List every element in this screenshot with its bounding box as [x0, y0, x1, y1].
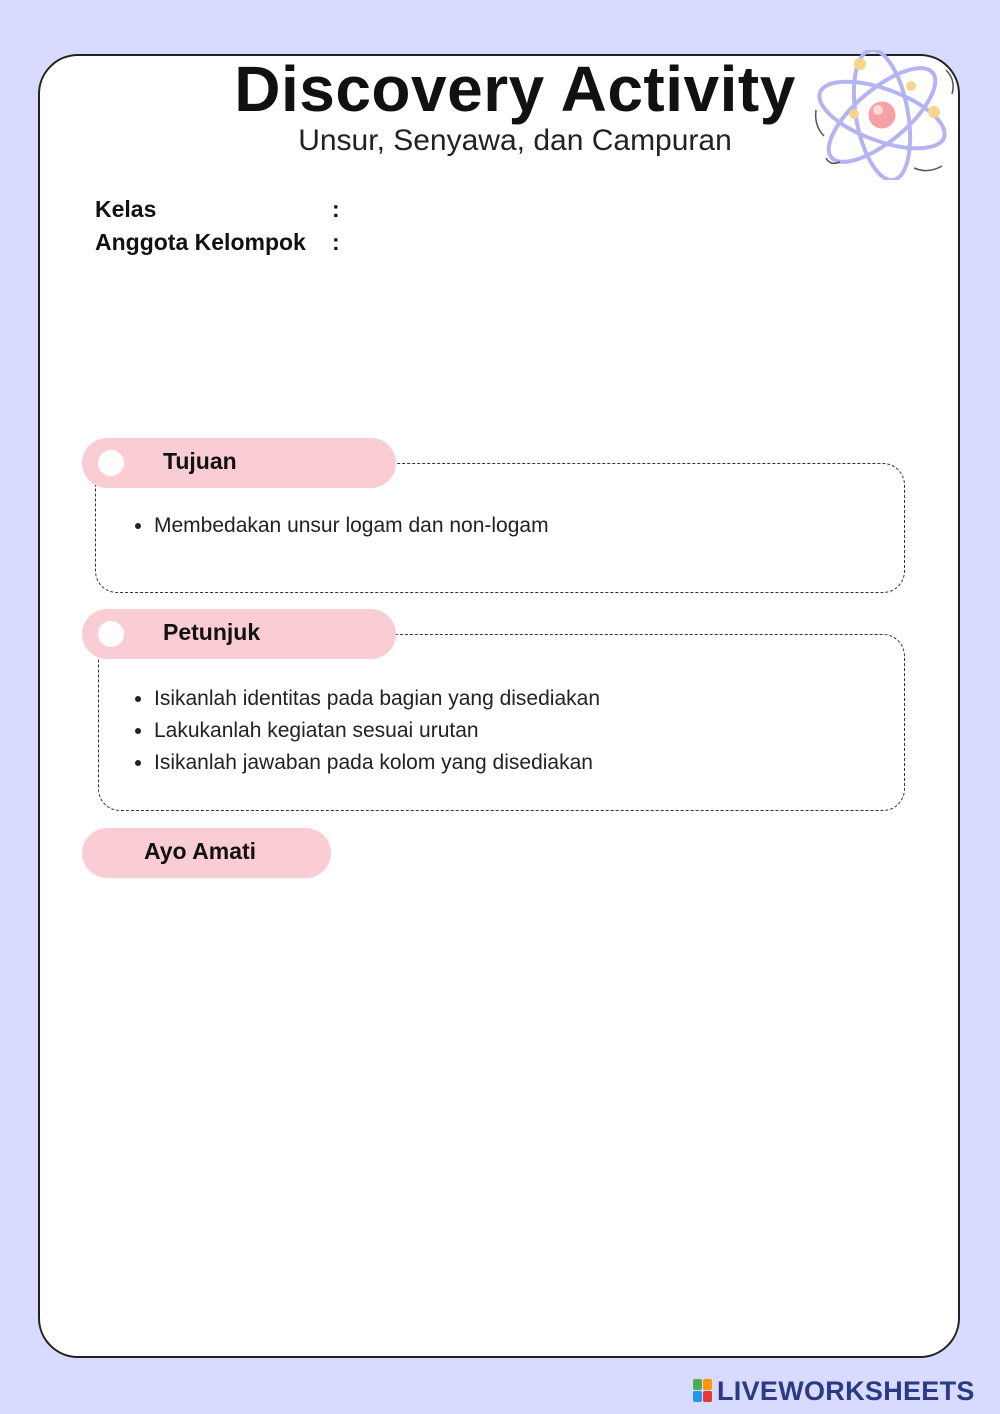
list-item: Isikanlah identitas pada bagian yang disediakan: [132, 683, 600, 715]
list-item: Isikanlah jawaban pada kolom yang disediakan: [132, 747, 600, 779]
list-item: Membedakan unsur logam dan non-logam: [132, 510, 549, 542]
tujuan-list: [132, 510, 549, 542]
page-subtitle: Unsur, Senyawa, dan Campuran: [298, 124, 732, 157]
list-item: Lakukanlah kegiatan sesuai urutan: [132, 715, 600, 747]
atom-icon: [810, 50, 960, 180]
petunjuk-list: [132, 683, 600, 779]
tujuan-header-pill: [82, 438, 396, 488]
liveworksheets-logo-icon: [693, 1379, 713, 1403]
tujuan-heading: Tujuan: [163, 448, 237, 474]
petunjuk-header-pill: [82, 609, 396, 659]
ayo-amati-heading: Ayo Amati: [144, 838, 257, 864]
liveworksheets-brand: [693, 1376, 975, 1406]
anggota-kelompok-label: Anggota Kelompok: [95, 229, 306, 255]
kelas-label: Kelas: [95, 196, 157, 222]
brand-text: LIVEWORKSHEETS: [717, 1375, 975, 1406]
petunjuk-heading: Petunjuk: [163, 619, 261, 645]
anggota-colon: :: [332, 229, 340, 255]
petunjuk-dot-icon: [98, 621, 124, 647]
page-title: Discovery Activity: [234, 53, 796, 125]
ayo-amati-pill: [82, 828, 331, 878]
kelas-colon: :: [332, 196, 340, 222]
tujuan-dot-icon: [98, 450, 124, 476]
